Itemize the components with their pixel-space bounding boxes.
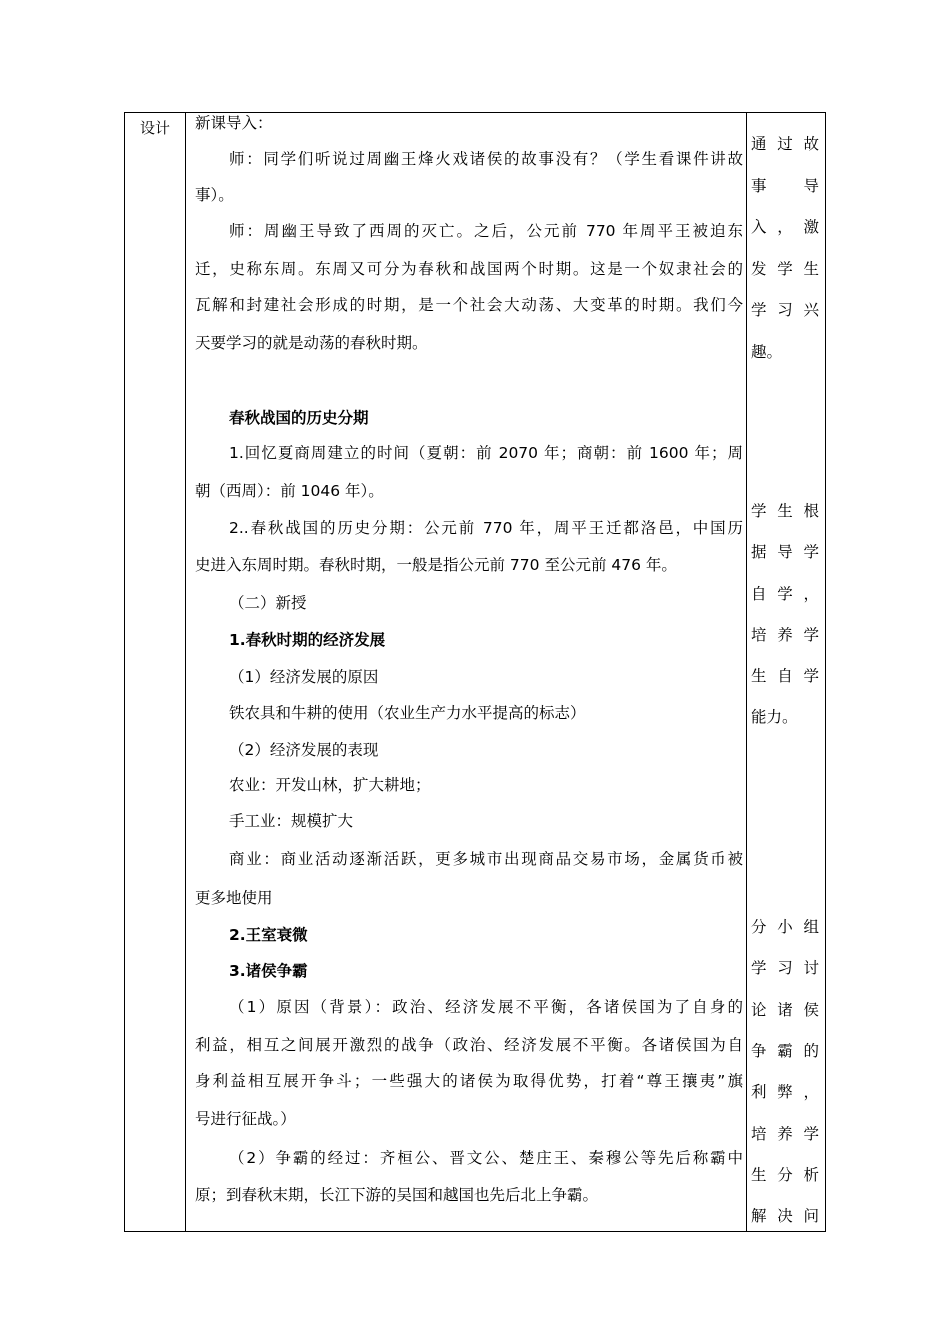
text-line: 农业：开发山林，扩大耕地； xyxy=(229,776,431,794)
section-heading: 春秋战国的历史分期 xyxy=(229,409,369,427)
intent-line: 生自学 xyxy=(751,667,819,685)
text-line: （1）经济发展的原因 xyxy=(229,668,379,686)
intent-line: 趣。 xyxy=(751,343,783,361)
text-line: 史进入东周时期。春秋时期，一般是指公元前 770 至公元前 476 年。 xyxy=(195,556,677,574)
text-line: 身利益相互展开争斗；一些强大的诸侯为取得优势，打着“尊王攘夷”旗 xyxy=(195,1072,743,1090)
text-line: 天要学习的就是动荡的春秋时期。 xyxy=(195,334,428,352)
intent-line: 论诸侯 xyxy=(751,1001,819,1019)
text-line: 原；到春秋末期，长江下游的吴国和越国也先后北上争霸。 xyxy=(195,1186,599,1204)
intent-line: 学习讨 xyxy=(751,959,819,977)
text-line: 手工业：规模扩大 xyxy=(229,812,354,830)
text-line: 1.回忆夏商周建立的时间（夏朝：前 2070 年；商朝：前 1600 年；周 xyxy=(229,444,743,462)
text-line: 商业：商业活动逐渐活跃，更多城市出现商品交易市场，金属货币被 xyxy=(229,850,743,868)
text-line: （2）经济发展的表现 xyxy=(229,741,379,759)
section-heading: 1.春秋时期的经济发展 xyxy=(229,631,386,649)
intent-line: 据导学 xyxy=(751,543,819,561)
intent-line: 事 导 xyxy=(751,177,819,195)
intent-line: 发学生 xyxy=(751,260,819,278)
row-label: 设计 xyxy=(139,119,170,137)
text-line: 师：周幽王导致了西周的灭亡。之后，公元前 770 年周平王被迫东 xyxy=(229,222,743,240)
text-line: （二）新授 xyxy=(229,594,307,612)
text-line: 铁农具和牛耕的使用（农业生产力水平提高的标志） xyxy=(229,704,586,722)
text-line: 师：同学们听说过周幽王烽火戏诸侯的故事没有？（学生看课件讲故 xyxy=(229,150,743,168)
column-divider xyxy=(746,113,747,1231)
intent-line: 生分析 xyxy=(751,1166,819,1184)
intent-line: 入，激 xyxy=(751,218,819,236)
text-line: 瓦解和封建社会形成的时期，是一个社会大动荡、大变革的时期。我们今 xyxy=(195,296,743,314)
text-line: 2..春秋战国的历史分期：公元前 770 年，周平王迁都洛邑，中国历 xyxy=(229,519,743,537)
section-heading: 2.王室衰微 xyxy=(229,926,308,944)
intent-line: 培养学 xyxy=(751,626,819,644)
intent-line: 分小组 xyxy=(751,918,819,936)
lesson-design-table xyxy=(124,112,826,1232)
text-line: 迁，史称东周。东周又可分为春秋和战国两个时期。这是一个奴隶社会的 xyxy=(195,260,743,278)
column-divider xyxy=(185,113,186,1231)
text-line: 利益，相互之间展开激烈的战争（政治、经济发展不平衡。各诸侯国为自 xyxy=(195,1036,743,1054)
section-heading: 3.诸侯争霸 xyxy=(229,962,308,980)
text-line: 事）。 xyxy=(195,186,234,204)
intent-line: 能力。 xyxy=(751,708,798,726)
text-line: 朝（西周）：前 1046 年）。 xyxy=(195,482,384,500)
text-line: 新课导入： xyxy=(195,114,273,132)
intent-line: 自学， xyxy=(751,585,819,603)
intent-line: 通过故 xyxy=(751,135,819,153)
text-line: （2）争霸的经过：齐桓公、晋文公、楚庄王、秦穆公等先后称霸中 xyxy=(229,1149,743,1167)
intent-line: 利弊， xyxy=(751,1083,819,1101)
intent-line: 培养学 xyxy=(751,1125,819,1143)
text-line: 更多地使用 xyxy=(195,889,273,907)
intent-line: 学生根 xyxy=(751,502,819,520)
text-line: 号进行征战。） xyxy=(195,1110,296,1128)
intent-line: 争霸的 xyxy=(751,1042,819,1060)
intent-line: 解决问 xyxy=(751,1207,819,1225)
intent-line: 学习兴 xyxy=(751,301,819,319)
text-line: （1）原因（背景）：政治、经济发展不平衡，各诸侯国为了自身的 xyxy=(229,998,743,1016)
